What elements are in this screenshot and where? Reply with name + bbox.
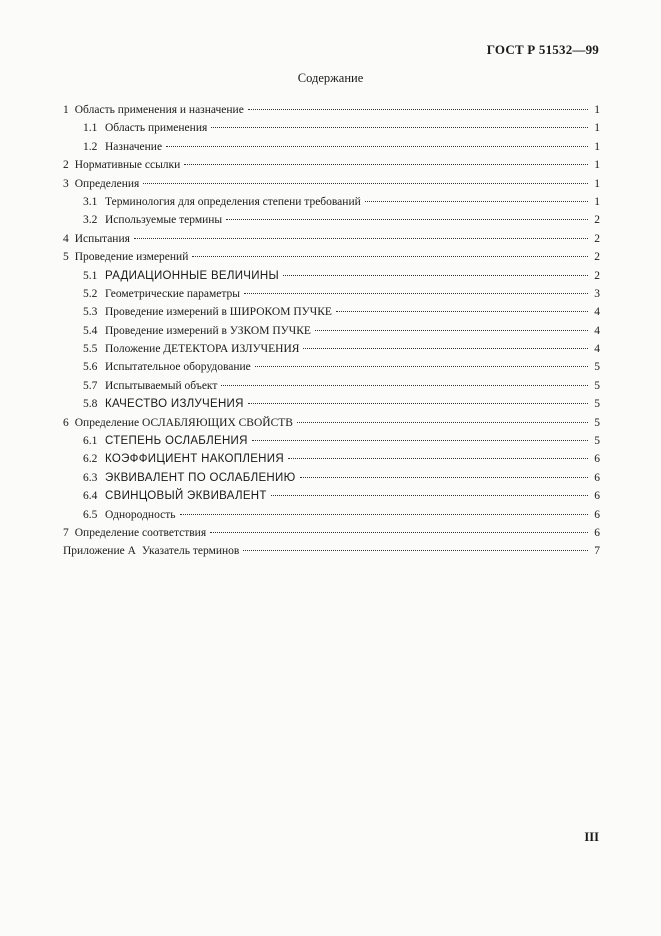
- toc-entry[interactable]: [63, 211, 600, 229]
- toc-entry[interactable]: [63, 248, 600, 266]
- toc-entry-page: 5: [594, 435, 600, 448]
- toc-entry-number: 5: [63, 251, 69, 264]
- toc-entry[interactable]: [63, 450, 600, 468]
- toc-entry-page: 5: [594, 379, 600, 392]
- toc-entry-page: 1: [594, 159, 600, 172]
- dot-leader: [143, 182, 588, 184]
- toc-entry-page: 6: [594, 526, 600, 539]
- toc-entry-title: Область применения: [105, 122, 208, 135]
- toc-entry-title: Указатель терминов: [141, 545, 240, 558]
- toc-entry-title: Нормативные ссылки: [74, 159, 181, 172]
- dot-leader: [365, 200, 588, 202]
- page-number: III: [584, 830, 599, 844]
- toc-entry-number: 3.2: [83, 214, 98, 227]
- toc-entry-title: Проведение измерений в УЗКОМ ПУЧКЕ: [105, 324, 311, 337]
- toc-entry[interactable]: [63, 506, 600, 524]
- dot-leader: [303, 347, 588, 349]
- toc-entry-title: Терминология для определения степени требований: [105, 195, 361, 208]
- toc-entry-title: Положение ДЕТЕКТОРА ИЗЛУЧЕНИЯ: [105, 343, 300, 356]
- toc-entry-page: 4: [594, 306, 600, 319]
- toc-entry-title: ЭКВИВАЛЕНТ ПО ОСЛАБЛЕНИЮ: [105, 471, 296, 484]
- toc-entry-page: 1: [594, 104, 600, 116]
- toc-entry-page: 2: [594, 232, 600, 245]
- dot-leader: [248, 108, 588, 110]
- toc-entry-number: 5.8: [83, 398, 98, 411]
- toc-entry-number: 5.2: [83, 287, 98, 300]
- toc-entry[interactable]: [63, 156, 600, 174]
- dot-leader: [300, 476, 589, 478]
- toc-entry[interactable]: [63, 175, 600, 193]
- toc-entry-number: 5.5: [83, 343, 98, 356]
- toc-entry-title: Определение ОСЛАБЛЯЮЩИХ СВОЙСТВ: [74, 416, 293, 429]
- toc-entry[interactable]: [63, 230, 600, 248]
- toc-entry-page: 6: [594, 490, 600, 503]
- toc-entry-number: 5.3: [83, 306, 98, 319]
- toc-entry-title: СВИНЦОВЫЙ ЭКВИВАЛЕНТ: [105, 490, 267, 503]
- toc-entry-title: Геометрические параметры: [105, 287, 240, 300]
- toc-entry-number: 6.4: [83, 490, 98, 503]
- toc-entry-number: 5.1: [83, 269, 98, 282]
- toc-entry[interactable]: [63, 303, 600, 321]
- toc-entry-page: 4: [594, 343, 600, 356]
- dot-leader: [252, 439, 588, 441]
- dot-leader: [192, 255, 588, 257]
- toc-entry-page: 7: [594, 545, 600, 558]
- dot-leader: [255, 365, 588, 367]
- toc-entry-page: 3: [594, 287, 600, 300]
- toc-entry-title: Определение соответствия: [74, 526, 207, 539]
- toc-entry[interactable]: [63, 395, 600, 413]
- toc-entry-number: 4: [63, 232, 69, 245]
- toc-entry[interactable]: [63, 358, 600, 376]
- toc-entry[interactable]: [63, 340, 600, 358]
- toc-entry[interactable]: [63, 119, 600, 137]
- toc-entry[interactable]: [63, 524, 600, 542]
- toc-entry-number: 5.6: [83, 361, 98, 374]
- toc-entry-page: 5: [594, 361, 600, 374]
- toc-entry[interactable]: [63, 193, 600, 211]
- toc-entry[interactable]: [63, 322, 600, 340]
- dot-leader: [271, 494, 588, 496]
- dot-leader: [288, 457, 588, 459]
- toc-entry-number: 6.3: [83, 471, 98, 484]
- toc-entry[interactable]: [63, 138, 600, 156]
- toc-entry-title: Назначение: [105, 140, 163, 153]
- toc-entry[interactable]: [63, 487, 600, 505]
- toc-entry-page: 1: [594, 177, 600, 190]
- toc-entry[interactable]: [63, 432, 600, 450]
- toc-entry-number: 1.2: [83, 140, 98, 153]
- dot-leader: [244, 292, 588, 294]
- toc-entry-title: КАЧЕСТВО ИЗЛУЧЕНИЯ: [105, 398, 244, 411]
- toc-entry-title: СТЕПЕНЬ ОСЛАБЛЕНИЯ: [105, 435, 248, 448]
- toc-entry-number: 5.4: [83, 324, 98, 337]
- toc-entry[interactable]: [63, 414, 600, 432]
- toc-entry-title: Определения: [74, 177, 140, 190]
- dot-leader: [180, 513, 589, 515]
- dot-leader: [315, 329, 588, 331]
- toc-entry-page: 6: [594, 508, 600, 521]
- toc-entry-title: Область применения и назначение: [74, 104, 244, 116]
- toc-entry-number: 5.7: [83, 379, 98, 392]
- toc-entry[interactable]: [63, 285, 600, 303]
- dot-leader: [226, 218, 588, 220]
- toc-entry-number: 1.1: [83, 122, 98, 135]
- toc-entry[interactable]: [63, 469, 600, 487]
- toc-entry-title: Проведение измерений: [74, 251, 189, 264]
- toc-entry-title: РАДИАЦИОННЫЕ ВЕЛИЧИНЫ: [105, 269, 279, 282]
- page-title: Содержание: [297, 71, 364, 85]
- toc-entry-number: 1: [63, 104, 69, 116]
- toc-entry-number: 7: [63, 526, 69, 539]
- toc-entry-title: Испытательное оборудование: [105, 361, 251, 374]
- toc-entry-page: 2: [594, 214, 600, 227]
- toc-entry-title: Проведение измерений в ШИРОКОМ ПУЧКЕ: [105, 306, 332, 319]
- dot-leader: [283, 274, 588, 276]
- toc-entry-title: Используемые термины: [105, 214, 223, 227]
- toc-entry-page: 4: [594, 324, 600, 337]
- toc-entry-page: 2: [594, 269, 600, 282]
- dot-leader: [211, 126, 588, 128]
- toc-entry-title: КОЭФФИЦИЕНТ НАКОПЛЕНИЯ: [105, 453, 284, 466]
- toc-entry-number: 6.5: [83, 508, 98, 521]
- dot-leader: [248, 402, 588, 404]
- toc-entry[interactable]: [63, 542, 600, 560]
- toc-entry-page: 5: [594, 416, 600, 429]
- toc-entry-page: 5: [594, 398, 600, 411]
- toc-entry[interactable]: [63, 267, 600, 285]
- toc-entry-number: 3: [63, 177, 69, 190]
- dot-leader: [166, 145, 588, 147]
- dot-leader: [210, 531, 588, 533]
- toc-entry-page: 1: [594, 195, 600, 208]
- toc-entry-title: Однородность: [105, 508, 176, 521]
- toc-entry-page: 6: [594, 453, 600, 466]
- toc-entry-page: 2: [594, 251, 600, 264]
- dot-leader: [336, 310, 588, 312]
- toc-entry-number: 6: [63, 416, 69, 429]
- dot-leader: [297, 421, 588, 423]
- toc-entry-number: Приложение А: [63, 545, 136, 558]
- table-of-contents: [63, 101, 600, 561]
- toc-entry-title: Испытания: [74, 232, 130, 245]
- document-header: ГОСТ Р 51532—99: [486, 42, 599, 57]
- toc-entry-page: 6: [594, 471, 600, 484]
- toc-entry-title: Испытываемый объект: [105, 379, 218, 392]
- dot-leader: [243, 549, 588, 551]
- toc-entry-page: 1: [594, 122, 600, 135]
- toc-entry-number: 6.1: [83, 435, 98, 448]
- toc-entry-number: 6.2: [83, 453, 98, 466]
- dot-leader: [134, 237, 588, 239]
- dot-leader: [221, 384, 588, 386]
- dot-leader: [184, 163, 588, 165]
- toc-entry-number: 3.1: [83, 195, 98, 208]
- toc-entry-page: 1: [594, 140, 600, 153]
- toc-entry-number: 2: [63, 159, 69, 172]
- toc-entry[interactable]: [63, 377, 600, 395]
- toc-entry[interactable]: [63, 101, 600, 119]
